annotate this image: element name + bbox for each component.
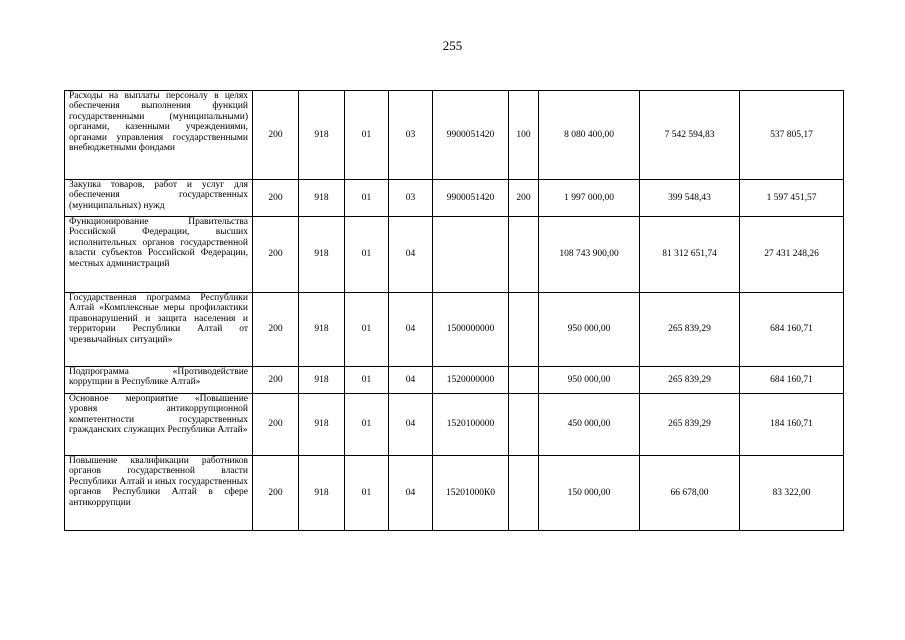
row-code: 200	[253, 456, 299, 531]
row-approved-amount: 108 743 900,00	[539, 217, 640, 293]
row-target-article: 1500000000	[433, 293, 509, 367]
row-approved-amount: 450 000,00	[539, 394, 640, 456]
row-admin-code: 918	[299, 394, 345, 456]
row-description: Основное мероприятие «Повышение уровня антикоррупционной компетентности государственных гражданских служащих Республики Алтай»	[65, 394, 253, 456]
table-row	[65, 456, 844, 531]
row-target-article: 15201000К0	[433, 456, 509, 531]
row-expense-type: 100	[509, 91, 539, 180]
row-approved-amount: 1 997 000,00	[539, 180, 640, 217]
row-section: 01	[345, 217, 389, 293]
row-description: Подпрограмма «Противодействие коррупции в Республике Алтай»	[65, 367, 253, 394]
row-expense-type	[509, 367, 539, 394]
row-executed-amount: 66 678,00	[640, 456, 740, 531]
row-unexecuted-amount: 184 160,71	[740, 394, 844, 456]
row-expense-type	[509, 217, 539, 293]
table-row	[65, 367, 844, 394]
row-executed-amount: 7 542 594,83	[640, 91, 740, 180]
row-executed-amount: 399 548,43	[640, 180, 740, 217]
row-code: 200	[253, 91, 299, 180]
row-executed-amount: 81 312 651,74	[640, 217, 740, 293]
table-row	[65, 394, 844, 456]
row-expense-type	[509, 293, 539, 367]
row-target-article: 1520000000	[433, 367, 509, 394]
row-executed-amount: 265 839,29	[640, 394, 740, 456]
row-admin-code: 918	[299, 180, 345, 217]
table-row	[65, 293, 844, 367]
row-unexecuted-amount: 27 431 248,26	[740, 217, 844, 293]
row-section: 01	[345, 91, 389, 180]
row-subsection: 04	[389, 394, 433, 456]
row-unexecuted-amount: 1 597 451,57	[740, 180, 844, 217]
row-approved-amount: 950 000,00	[539, 367, 640, 394]
row-admin-code: 918	[299, 91, 345, 180]
row-code: 200	[253, 293, 299, 367]
row-subsection: 03	[389, 91, 433, 180]
row-subsection: 04	[389, 293, 433, 367]
row-unexecuted-amount: 83 322,00	[740, 456, 844, 531]
row-approved-amount: 950 000,00	[539, 293, 640, 367]
row-target-article: 9900051420	[433, 180, 509, 217]
row-description: Закупка товаров, работ и услуг для обеспечения государственных (муниципальных) нужд	[65, 180, 253, 217]
row-code: 200	[253, 394, 299, 456]
row-target-article	[433, 217, 509, 293]
row-description: Государственная программа Республики Алтай «Комплексные меры профилактики правонарушений и защита населения и территории Республики Алтай от чрезвычайных ситуаций»	[65, 293, 253, 367]
row-subsection: 04	[389, 367, 433, 394]
row-code: 200	[253, 367, 299, 394]
row-subsection: 04	[389, 217, 433, 293]
row-executed-amount: 265 839,29	[640, 293, 740, 367]
row-admin-code: 918	[299, 456, 345, 531]
table-row	[65, 91, 844, 180]
table-row	[65, 180, 844, 217]
row-subsection: 03	[389, 180, 433, 217]
row-expense-type	[509, 456, 539, 531]
row-description: Расходы на выплаты персоналу в целях обеспечения выполнения функций государственными (муниципальными) органами, казенными учреждениями, органами управления государственными внебюджетными фондами	[65, 91, 253, 180]
row-subsection: 04	[389, 456, 433, 531]
row-code: 200	[253, 217, 299, 293]
table-row	[65, 217, 844, 293]
row-code: 200	[253, 180, 299, 217]
row-target-article: 1520100000	[433, 394, 509, 456]
row-section: 01	[345, 456, 389, 531]
row-approved-amount: 150 000,00	[539, 456, 640, 531]
row-section: 01	[345, 293, 389, 367]
row-unexecuted-amount: 537 805,17	[740, 91, 844, 180]
row-admin-code: 918	[299, 217, 345, 293]
row-section: 01	[345, 394, 389, 456]
row-admin-code: 918	[299, 367, 345, 394]
row-expense-type	[509, 394, 539, 456]
row-section: 01	[345, 180, 389, 217]
row-admin-code: 918	[299, 293, 345, 367]
row-target-article: 9900051420	[433, 91, 509, 180]
row-description: Повышение квалификации работников органов государственной власти Республики Алтай и иных государственных органов Республики Алтай в сфере антикоррупции	[65, 456, 253, 531]
row-unexecuted-amount: 684 160,71	[740, 293, 844, 367]
page-number: 255	[442, 38, 463, 53]
row-approved-amount: 8 080 400,00	[539, 91, 640, 180]
row-description: Функционирование Правительства Российской Федерации, высших исполнительных органов государственной власти субъектов Российской Федерации, местных администраций	[65, 217, 253, 293]
row-unexecuted-amount: 684 160,71	[740, 367, 844, 394]
row-section: 01	[345, 367, 389, 394]
budget-table	[64, 90, 844, 531]
row-expense-type: 200	[509, 180, 539, 217]
row-executed-amount: 265 839,29	[640, 367, 740, 394]
